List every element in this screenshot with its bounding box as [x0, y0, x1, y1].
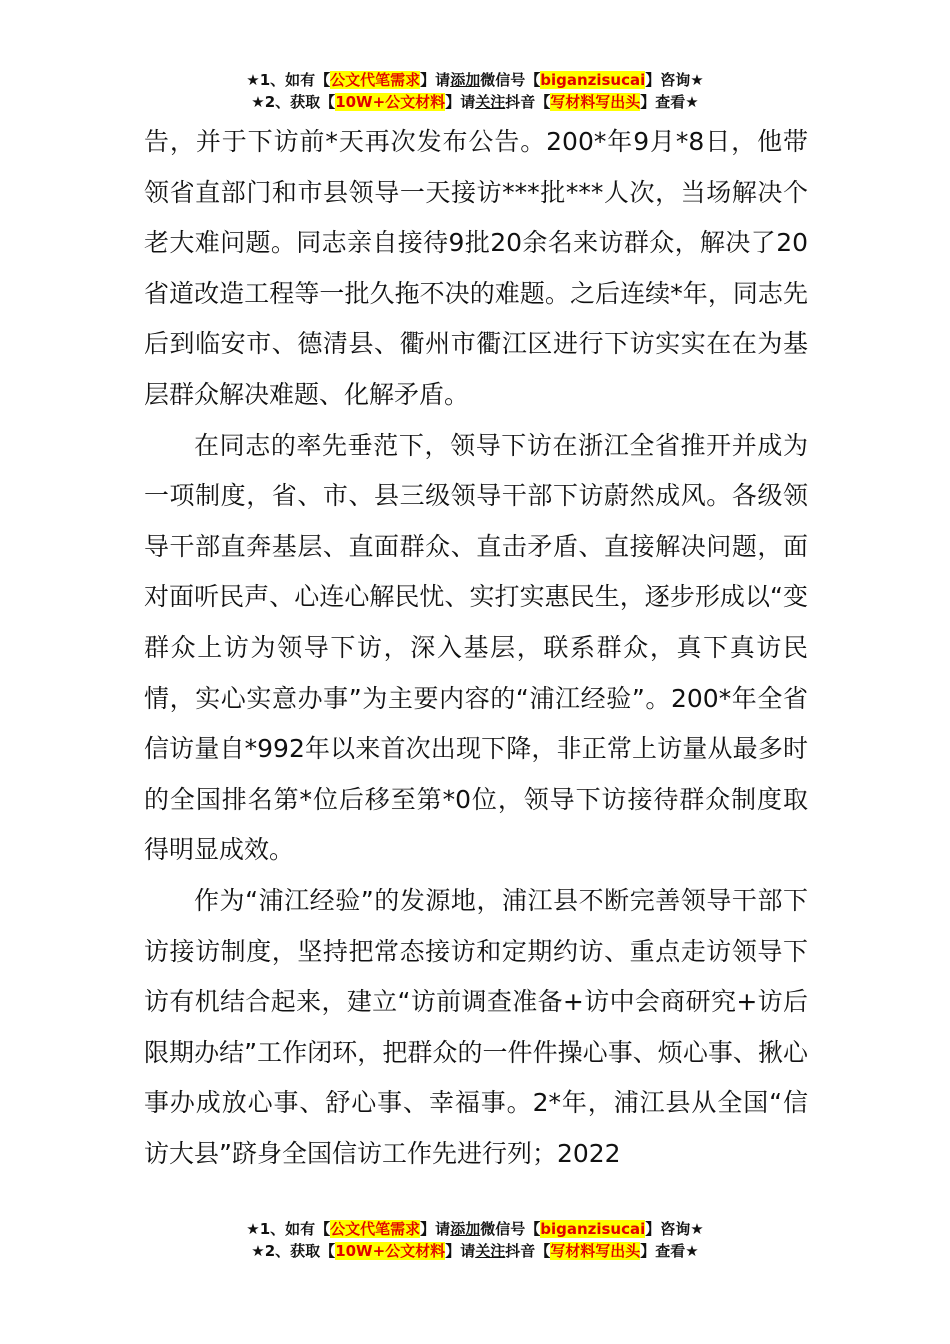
footer-line-2-highlight-materials: 10W+公文材料	[335, 1242, 446, 1260]
footer-line-2-mid2: 抖音【	[505, 1242, 551, 1260]
footer-line-1	[0, 1218, 950, 1240]
header-line-2	[0, 91, 950, 113]
header-line-1	[0, 69, 950, 91]
header-line-1-highlight-service: 公文代笔需求	[330, 71, 421, 89]
footer-line-1-mid2: 微信号【	[480, 1220, 541, 1238]
header-line-2-highlight-materials: 10W+公文材料	[335, 93, 446, 111]
footer-line-2-highlight-douyin: 写材料写出头	[550, 1242, 641, 1260]
footer-line-2-underlined: 关注	[475, 1242, 506, 1260]
header-line-1-prefix: ★1、如有【	[246, 71, 331, 89]
footer-line-1-prefix: ★1、如有【	[246, 1220, 331, 1238]
header-line-1-mid2: 微信号【	[480, 71, 541, 89]
header-line-1-highlight-wechat: biganzisucai	[540, 71, 646, 89]
header-line-1-mid: 】请	[420, 71, 451, 89]
header-line-2-highlight-douyin: 写材料写出头	[550, 93, 641, 111]
header-line-2-suffix: 】查看★	[640, 93, 699, 111]
footer-line-1-suffix: 】咨询★	[645, 1220, 704, 1238]
header-line-2-mid2: 抖音【	[505, 93, 551, 111]
header-line-2-prefix: ★2、获取【	[251, 93, 336, 111]
paragraph-pujiang-origin: 作为“浦江经验”的发源地，浦江县不断完善领导干部下访接访制度，坚持把常态接访和定期约访、重点走访领导下访有机结合起来，建立“访前调查准备+访中会商研究+访后限期办结”工作闭环，把群众的一件件操心事、烦心事、揪心事办成放心事、舒心事、幸福事。2*年，浦江县从全国“信访大县”跻身全国信访工作先进行列；2022	[144, 885, 808, 1168]
header-line-2-mid: 】请	[445, 93, 476, 111]
footer-line-1-highlight-service: 公文代笔需求	[330, 1220, 421, 1238]
footer-line-1-mid: 】请	[420, 1220, 451, 1238]
header-line-1-underlined: 添加	[450, 71, 481, 89]
footer-line-1-underlined: 添加	[450, 1220, 481, 1238]
footer-line-1-highlight-wechat: biganzisucai	[540, 1220, 646, 1238]
footer-line-2-suffix: 】查看★	[640, 1242, 699, 1260]
footer-line-2-mid: 】请	[445, 1242, 476, 1260]
paragraph-continued: 告，并于下访前*天再次发布公告。200*年9月*8日，他带领省直部门和市县领导一天接访***批***人次，当场解决个老大难问题。同志亲自接待9批20余名来访群众，解决了20省道改造工程等一批久拖不决的难题。之后连续*年，同志先后到临安市、德清县、衢州市衢江区进行下访实实在在为基层群众解决难题、化解矛盾。	[144, 127, 808, 409]
header-banner	[0, 69, 950, 113]
document-body	[144, 117, 808, 1179]
paragraph-leadership-visits: 在同志的率先垂范下，领导下访在浙江全省推开并成为一项制度，省、市、县三级领导干部下访蔚然成风。各级领导干部直奔基层、直面群众、直击矛盾、直接解决问题，面对面听民声、心连心解民忧、实打实惠民生，逐步形成以“变群众上访为领导下访，深入基层，联系群众，真下真访民情，实心实意办事”为主要内容的“浦江经验”。200*年全省信访量自*992年以来首次出现下降，非正常上访量从最多时的全国排名第*位后移至第*0位，领导下访接待群众制度取得明显成效。	[144, 430, 808, 865]
footer-line-2-prefix: ★2、获取【	[251, 1242, 336, 1260]
header-line-2-underlined: 关注	[475, 93, 506, 111]
footer-banner	[0, 1218, 950, 1262]
footer-line-2	[0, 1240, 950, 1262]
header-line-1-suffix: 】咨询★	[645, 71, 704, 89]
